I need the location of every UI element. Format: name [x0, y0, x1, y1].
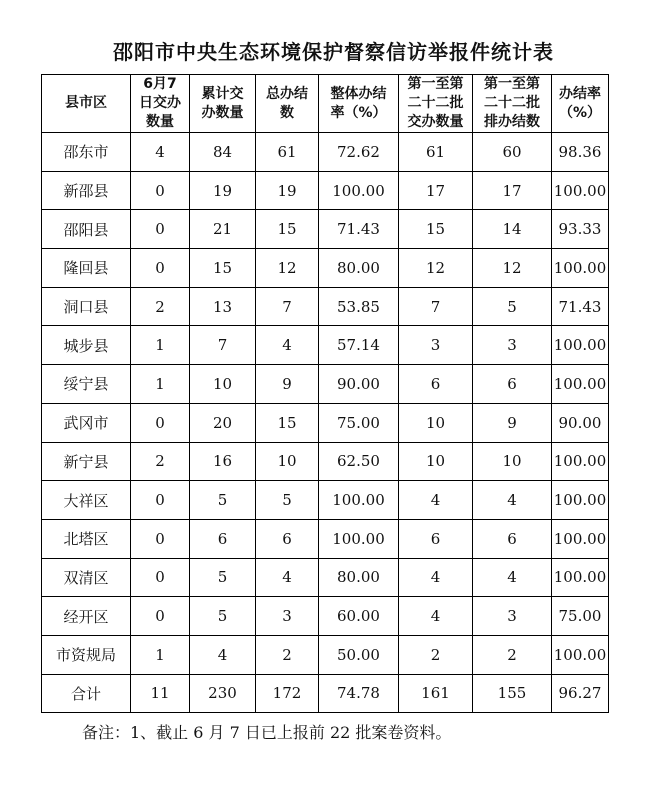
cell-today-assigned: 0: [131, 519, 190, 558]
cell-today-assigned: 0: [131, 481, 190, 520]
header-batch-assigned: [399, 75, 473, 133]
cell-total-closed: 4: [256, 326, 319, 365]
table-row: [42, 171, 609, 210]
cell-cumulative-assigned: 4: [190, 635, 256, 674]
cell-cumulative-assigned: 13: [190, 287, 256, 326]
table-row: [42, 635, 609, 674]
cell-today-assigned: 2: [131, 287, 190, 326]
cell-today-assigned: 0: [131, 558, 190, 597]
cell-cumulative-assigned: 5: [190, 558, 256, 597]
cell-close-rate: 71.43: [552, 287, 609, 326]
table-row: [42, 481, 609, 520]
header-overall-rate-text: 整体办结率（%）: [330, 85, 387, 121]
cell-today-assigned: 11: [131, 674, 190, 713]
total-row: [42, 674, 609, 713]
cell-today-assigned: 1: [131, 635, 190, 674]
cell-county: 大祥区: [42, 481, 131, 520]
cell-county: 新宁县: [42, 442, 131, 481]
cell-county: 新邵县: [42, 171, 131, 210]
table-row: [42, 210, 609, 249]
table-row: [42, 249, 609, 288]
cell-batch-assigned: 6: [399, 519, 473, 558]
cell-close-rate: 100.00: [552, 519, 609, 558]
header-cumulative-assigned-text: 累计交办数量: [201, 85, 244, 121]
cell-close-rate: 100.00: [552, 481, 609, 520]
table-row: [42, 403, 609, 442]
cell-cumulative-assigned: 15: [190, 249, 256, 288]
cell-close-rate: 93.33: [552, 210, 609, 249]
cell-overall-rate: 90.00: [319, 365, 399, 404]
cell-county: 城步县: [42, 326, 131, 365]
header-batch-closed-text: 第一至第二十二批排办结数: [484, 76, 540, 130]
cell-today-assigned: 0: [131, 403, 190, 442]
cell-county: 绥宁县: [42, 365, 131, 404]
cell-county: 洞口县: [42, 287, 131, 326]
cell-cumulative-assigned: 5: [190, 597, 256, 636]
cell-overall-rate: 100.00: [319, 481, 399, 520]
cell-total-closed: 2: [256, 635, 319, 674]
cell-cumulative-assigned: 21: [190, 210, 256, 249]
cell-batch-closed: 9: [473, 403, 552, 442]
cell-county: 经开区: [42, 597, 131, 636]
cell-close-rate: 100.00: [552, 365, 609, 404]
cell-overall-rate: 57.14: [319, 326, 399, 365]
cell-close-rate: 90.00: [552, 403, 609, 442]
table-row: [42, 326, 609, 365]
cell-cumulative-assigned: 19: [190, 171, 256, 210]
cell-cumulative-assigned: 5: [190, 481, 256, 520]
cell-county: 邵阳县: [42, 210, 131, 249]
cell-batch-closed: 6: [473, 519, 552, 558]
cell-batch-assigned: 4: [399, 558, 473, 597]
cell-total-closed: 3: [256, 597, 319, 636]
cell-close-rate: 100.00: [552, 171, 609, 210]
cell-total-closed: 172: [256, 674, 319, 713]
cell-batch-assigned: 12: [399, 249, 473, 288]
cell-batch-assigned: 161: [399, 674, 473, 713]
table-row: [42, 519, 609, 558]
cell-batch-closed: 17: [473, 171, 552, 210]
header-cumulative-assigned: [190, 75, 256, 133]
table-row: [42, 442, 609, 481]
header-batch-assigned-text: 第一至第二十二批交办数量: [407, 76, 464, 130]
cell-close-rate: 75.00: [552, 597, 609, 636]
cell-cumulative-assigned: 7: [190, 326, 256, 365]
header-row: [42, 75, 609, 133]
cell-batch-assigned: 4: [399, 481, 473, 520]
cell-total-closed: 19: [256, 171, 319, 210]
table-row: [42, 287, 609, 326]
cell-batch-assigned: 7: [399, 287, 473, 326]
cell-close-rate: 100.00: [552, 558, 609, 597]
cell-batch-closed: 12: [473, 249, 552, 288]
cell-overall-rate: 80.00: [319, 249, 399, 288]
cell-batch-closed: 14: [473, 210, 552, 249]
cell-batch-assigned: 3: [399, 326, 473, 365]
cell-today-assigned: 1: [131, 365, 190, 404]
cell-county: 北塔区: [42, 519, 131, 558]
cell-total-closed: 6: [256, 519, 319, 558]
cell-cumulative-assigned: 20: [190, 403, 256, 442]
header-today-assigned: [131, 75, 190, 133]
cell-batch-assigned: 4: [399, 597, 473, 636]
cell-overall-rate: 100.00: [319, 519, 399, 558]
cell-total-closed: 12: [256, 249, 319, 288]
header-overall-rate: [319, 75, 399, 133]
cell-batch-closed: 3: [473, 597, 552, 636]
cell-cumulative-assigned: 230: [190, 674, 256, 713]
cell-overall-rate: 74.78: [319, 674, 399, 713]
cell-today-assigned: 4: [131, 133, 190, 172]
cell-county: 双清区: [42, 558, 131, 597]
header-total-closed-text: 总办结数: [266, 85, 308, 121]
cell-batch-closed: 3: [473, 326, 552, 365]
cell-today-assigned: 1: [131, 326, 190, 365]
cell-close-rate: 96.27: [552, 674, 609, 713]
cell-batch-closed: 6: [473, 365, 552, 404]
cell-today-assigned: 0: [131, 210, 190, 249]
cell-today-assigned: 0: [131, 597, 190, 636]
cell-cumulative-assigned: 16: [190, 442, 256, 481]
table-row: [42, 133, 609, 172]
header-close-rate: [552, 75, 609, 133]
cell-overall-rate: 80.00: [319, 558, 399, 597]
header-batch-closed: [473, 75, 552, 133]
cell-batch-assigned: 15: [399, 210, 473, 249]
cell-batch-closed: 60: [473, 133, 552, 172]
cell-overall-rate: 75.00: [319, 403, 399, 442]
cell-county: 合计: [42, 674, 131, 713]
cell-total-closed: 5: [256, 481, 319, 520]
cell-today-assigned: 2: [131, 442, 190, 481]
cell-close-rate: 98.36: [552, 133, 609, 172]
cell-batch-assigned: 61: [399, 133, 473, 172]
cell-batch-closed: 155: [473, 674, 552, 713]
cell-close-rate: 100.00: [552, 635, 609, 674]
cell-total-closed: 15: [256, 403, 319, 442]
cell-close-rate: 100.00: [552, 326, 609, 365]
cell-cumulative-assigned: 10: [190, 365, 256, 404]
header-close-rate-text: 办结率（%）: [558, 85, 602, 121]
cell-batch-closed: 5: [473, 287, 552, 326]
header-today-assigned-text: 6月7日交办数量: [139, 76, 181, 130]
footnote: 备注：1、截止 6 月 7 日已上报前 22 批案卷资料。: [82, 723, 452, 742]
table-row: [42, 597, 609, 636]
table-row: [42, 365, 609, 404]
cell-total-closed: 61: [256, 133, 319, 172]
cell-county: 武冈市: [42, 403, 131, 442]
cell-batch-assigned: 10: [399, 403, 473, 442]
cell-close-rate: 100.00: [552, 249, 609, 288]
table-body: [42, 133, 609, 713]
header-total-closed: [256, 75, 319, 133]
cell-overall-rate: 50.00: [319, 635, 399, 674]
cell-batch-closed: 10: [473, 442, 552, 481]
cell-overall-rate: 72.62: [319, 133, 399, 172]
cell-total-closed: 9: [256, 365, 319, 404]
page-title: 邵阳市中央生态环境保护督察信访举报件统计表: [113, 40, 554, 64]
cell-county: 邵东市: [42, 133, 131, 172]
table-row: [42, 558, 609, 597]
cell-batch-assigned: 17: [399, 171, 473, 210]
cell-county: 市资规局: [42, 635, 131, 674]
cell-overall-rate: 71.43: [319, 210, 399, 249]
cell-total-closed: 7: [256, 287, 319, 326]
cell-overall-rate: 53.85: [319, 287, 399, 326]
cell-total-closed: 15: [256, 210, 319, 249]
cell-total-closed: 10: [256, 442, 319, 481]
cell-cumulative-assigned: 6: [190, 519, 256, 558]
cell-batch-closed: 2: [473, 635, 552, 674]
cell-overall-rate: 62.50: [319, 442, 399, 481]
cell-cumulative-assigned: 84: [190, 133, 256, 172]
cell-overall-rate: 60.00: [319, 597, 399, 636]
cell-batch-assigned: 10: [399, 442, 473, 481]
cell-batch-closed: 4: [473, 558, 552, 597]
cell-today-assigned: 0: [131, 171, 190, 210]
cell-batch-closed: 4: [473, 481, 552, 520]
cell-today-assigned: 0: [131, 249, 190, 288]
header-county: 县市区: [42, 75, 131, 133]
cell-overall-rate: 100.00: [319, 171, 399, 210]
statistics-table: [41, 74, 609, 713]
cell-county: 隆回县: [42, 249, 131, 288]
cell-batch-assigned: 6: [399, 365, 473, 404]
cell-total-closed: 4: [256, 558, 319, 597]
cell-batch-assigned: 2: [399, 635, 473, 674]
cell-close-rate: 100.00: [552, 442, 609, 481]
